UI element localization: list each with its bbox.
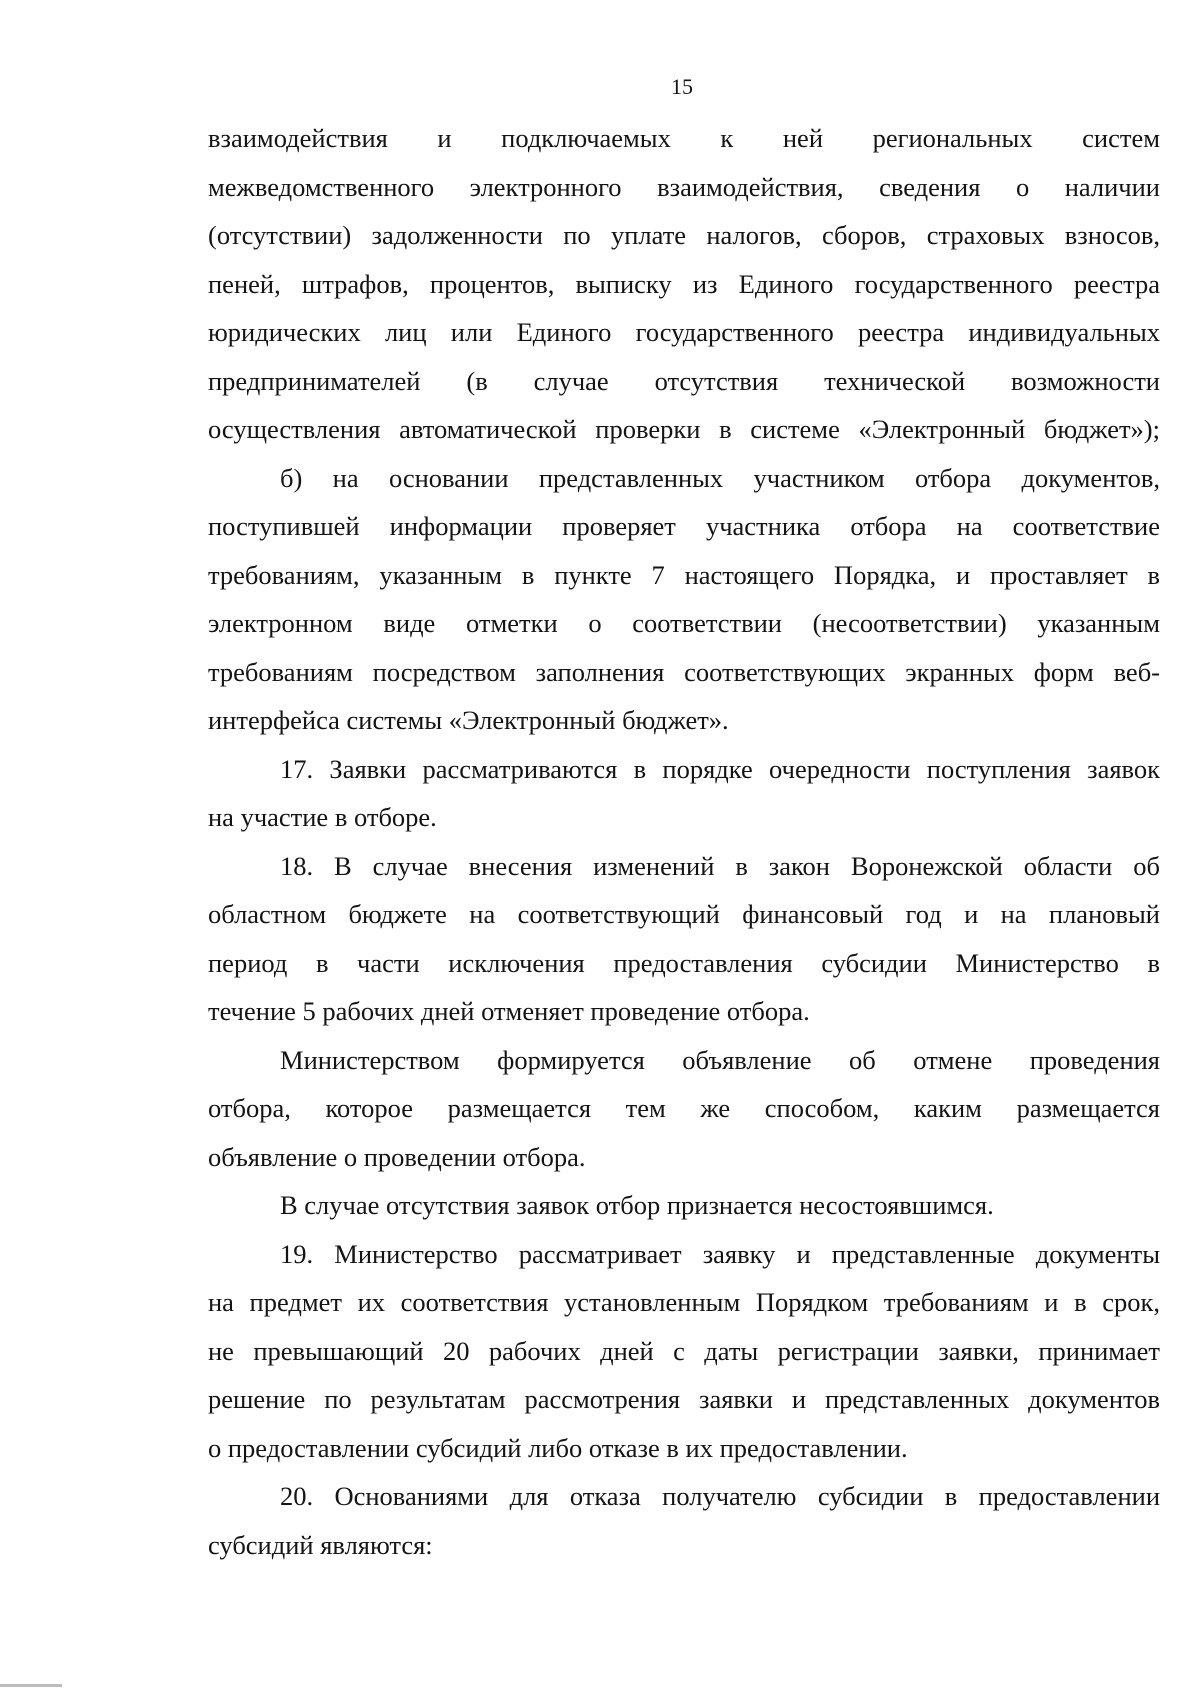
paragraph-20 [208, 1472, 1160, 1569]
text-line: В случае отсутствия заявок отбор признается несостоявшимся. [280, 1190, 994, 1220]
text-line: электронном виде отметки о соответствии (несоответствии) указанным [208, 608, 1160, 638]
text-line: Министерством формируется объявление об отмене проведения [280, 1044, 1160, 1075]
text-line: отбора, которое размещается тем же способом, каким размещается [208, 1093, 1160, 1123]
paragraph-18 [208, 842, 1160, 1036]
text-line: 20. Основаниями для отказа получателю субсидии в предоставлении [280, 1481, 1160, 1511]
text-line: не превышающий 20 рабочих дней с даты регистрации заявки, принимает [208, 1335, 1160, 1366]
text-line: б) на основании представленных участником отбора документов, [280, 462, 1160, 493]
scan-edge-mark [0, 1684, 62, 1687]
text-line: 19. Министерство рассматривает заявку и представленные документы [280, 1238, 1160, 1269]
text-line: объявление о проведении отбора. [208, 1141, 586, 1172]
text-line: течение 5 рабочих дней отменяет проведение отбора. [208, 996, 810, 1026]
paragraph-no-applications [208, 1181, 1160, 1230]
text-line: 18. В случае внесения изменений в закон Воронежской области об [280, 850, 1160, 881]
paragraph-item-b [208, 454, 1160, 745]
text-line: поступившей информации проверяет участника отбора на соответствие [208, 511, 1160, 541]
text-line: межведомственного электронного взаимодействия, сведения о наличии [208, 171, 1160, 202]
text-line: осуществления автоматической проверки в системе «Электронный бюджет»); [208, 414, 1160, 444]
text-line: (отсутствии) задолженности по уплате налогов, сборов, страховых взносов, [208, 220, 1160, 250]
text-line: требованиям, указанным в пункте 7 настоящего Порядка, и проставляет в [208, 559, 1160, 590]
paragraph-17 [208, 745, 1160, 842]
text-line: пеней, штрафов, процентов, выписку из Единого государственного реестра [208, 268, 1160, 299]
text-line: юридических лиц или Единого государственного реестра индивидуальных [208, 317, 1160, 347]
text-line: субсидий являются: [208, 1529, 433, 1560]
paragraph-cancel-notice [208, 1036, 1160, 1182]
text-line: решение по результатам рассмотрения заявки и представленных документов [208, 1384, 1160, 1414]
text-line: на предмет их соответствия установленным Порядком требованиям и в срок, [208, 1287, 1160, 1317]
text-line: период в части исключения предоставления субсидии Министерство в [208, 947, 1160, 978]
text-line: о предоставлении субсидий либо отказе в их предоставлении. [208, 1432, 908, 1463]
text-line: требованиям посредством заполнения соответствующих экранных форм веб- [208, 656, 1160, 687]
text-line: интерфейса системы «Электронный бюджет». [208, 705, 729, 735]
text-line: областном бюджете на соответствующий финансовый год и на плановый [208, 899, 1160, 929]
text-line: предпринимателей (в случае отсутствия технической возможности [208, 365, 1160, 396]
text-line: 17. Заявки рассматриваются в порядке очередности поступления заявок [280, 753, 1160, 784]
paragraph-continuation [208, 114, 1160, 454]
document-body [208, 114, 1160, 1569]
text-line: на участие в отборе. [208, 802, 437, 832]
paragraph-19 [208, 1230, 1160, 1473]
page-number: 15 [671, 74, 693, 99]
text-line: взаимодействия и подключаемых к ней региональных систем [208, 123, 1160, 153]
